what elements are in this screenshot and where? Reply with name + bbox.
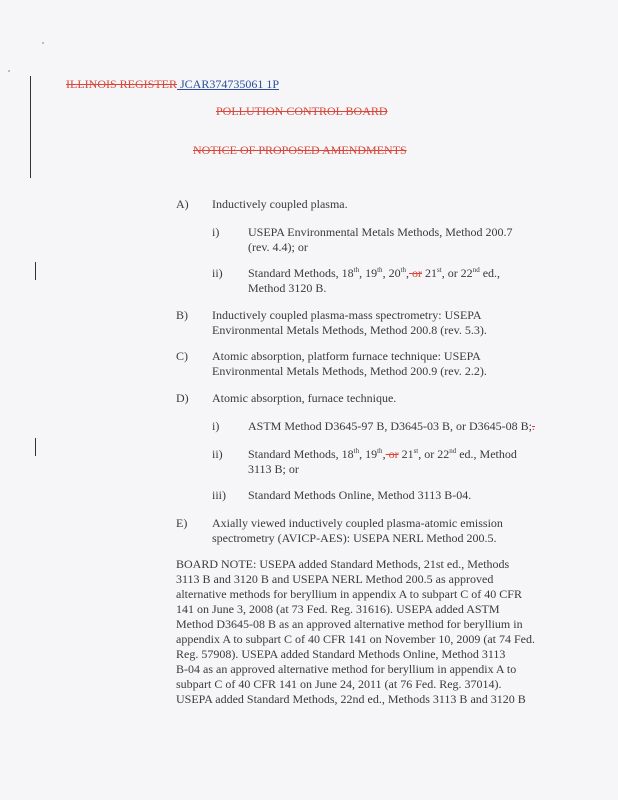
board-note-line: appendix A to subpart C of 40 CFR 141 on November 10, 2009 (at 74 Fed. xyxy=(176,632,535,646)
board-note-line: B-04 as an approved alternative method for beryllium in appendix A to xyxy=(176,662,517,676)
item-b-label: B) xyxy=(176,308,188,322)
item-b-line2: Environmental Metals Methods, Method 200.8 (rev. 5.3). xyxy=(212,323,487,337)
register-header xyxy=(66,77,279,92)
board-note-line: USEPA added Standard Methods, 22nd ed., Methods 3113 B and 3120 B xyxy=(176,692,526,706)
scan-speck xyxy=(42,42,44,44)
board-note-line: Method D3645-08 B as an approved alternative method for beryllium in xyxy=(176,617,523,631)
board-note-line: Reg. 57908). USEPA added Standard Methods Online, Method 3113 xyxy=(176,647,506,661)
deleted-text: . xyxy=(532,419,535,433)
item-a-text: Inductively coupled plasma. xyxy=(212,197,348,211)
item-a-ii-line1: Standard Methods, 18th, 19th, 20th, or 21st, or 22nd ed., xyxy=(248,266,501,280)
item-c-label: C) xyxy=(176,349,188,363)
item-a-label: A) xyxy=(176,197,189,211)
change-bar-lower xyxy=(35,438,36,456)
item-d-ii-line2: 3113 B; or xyxy=(248,462,299,476)
item-a-i-line2: (rev. 4.4); or xyxy=(248,240,308,254)
board-note-line: BOARD NOTE: USEPA added Standard Methods, 21st ed., Methods xyxy=(176,557,510,571)
item-a-ii-line2: Method 3120 B. xyxy=(248,281,327,295)
item-d-label: D) xyxy=(176,391,189,405)
change-bar-top xyxy=(30,76,31,178)
board-note-line: subpart C of 40 CFR 141 on June 24, 2011 (at 76 Fed. Reg. 37014). xyxy=(176,677,502,691)
item-e-line1: Axially viewed inductively coupled plasma-atomic emission xyxy=(212,516,503,530)
item-c-line2: Environmental Metals Methods, Method 200.9 (rev. 2.2). xyxy=(212,364,487,378)
item-a-i-label: i) xyxy=(212,225,220,239)
board-note-line: 3113 B and 3120 B and USEPA NERL Method 200.5 as approved xyxy=(176,572,494,586)
board-note-line: alternative methods for beryllium in appendix A to subpart C of 40 CFR xyxy=(176,587,522,601)
item-a-i-line1: USEPA Environmental Metals Methods, Method 200.7 xyxy=(248,225,513,239)
deleted-text: or xyxy=(409,266,423,280)
deleted-text: or xyxy=(385,447,399,461)
item-e-label: E) xyxy=(176,516,188,530)
item-a-ii-label: ii) xyxy=(212,266,223,280)
notice-title: NOTICE OF PROPOSED AMENDMENTS xyxy=(193,143,407,157)
board-name: POLLUTION CONTROL BOARD xyxy=(216,104,388,118)
register-title-strike: ILLINOIS REGISTER xyxy=(66,77,177,91)
board-note-line: 141 on June 3, 2008 (at 73 Fed. Reg. 31616). USEPA added ASTM xyxy=(176,602,500,616)
item-d-iii-text: Standard Methods Online, Method 3113 B-04. xyxy=(248,488,472,502)
item-d-text: Atomic absorption, furnace technique. xyxy=(212,391,397,405)
item-d-ii-label: ii) xyxy=(212,447,223,461)
item-c-line1: Atomic absorption, platform furnace technique: USEPA xyxy=(212,349,481,363)
item-d-i-text: ASTM Method D3645-97 B, D3645-03 B, or D3645-08 B;. xyxy=(248,419,535,433)
scan-speck xyxy=(8,70,10,72)
item-b-line1: Inductively coupled plasma-mass spectrometry: USEPA xyxy=(212,308,482,322)
item-e-line2: spectrometry (AVICP-AES): USEPA NERL Method 200.5. xyxy=(212,531,497,545)
change-bar-middle xyxy=(35,262,36,280)
item-d-ii-line1: Standard Methods, 18th, 19th, or 21st, or 22nd ed., Method xyxy=(248,447,517,461)
item-d-i-label: i) xyxy=(212,419,220,433)
jcar-id-link[interactable]: JCAR374735061 1P xyxy=(180,77,280,91)
item-d-iii-label: iii) xyxy=(212,488,226,502)
